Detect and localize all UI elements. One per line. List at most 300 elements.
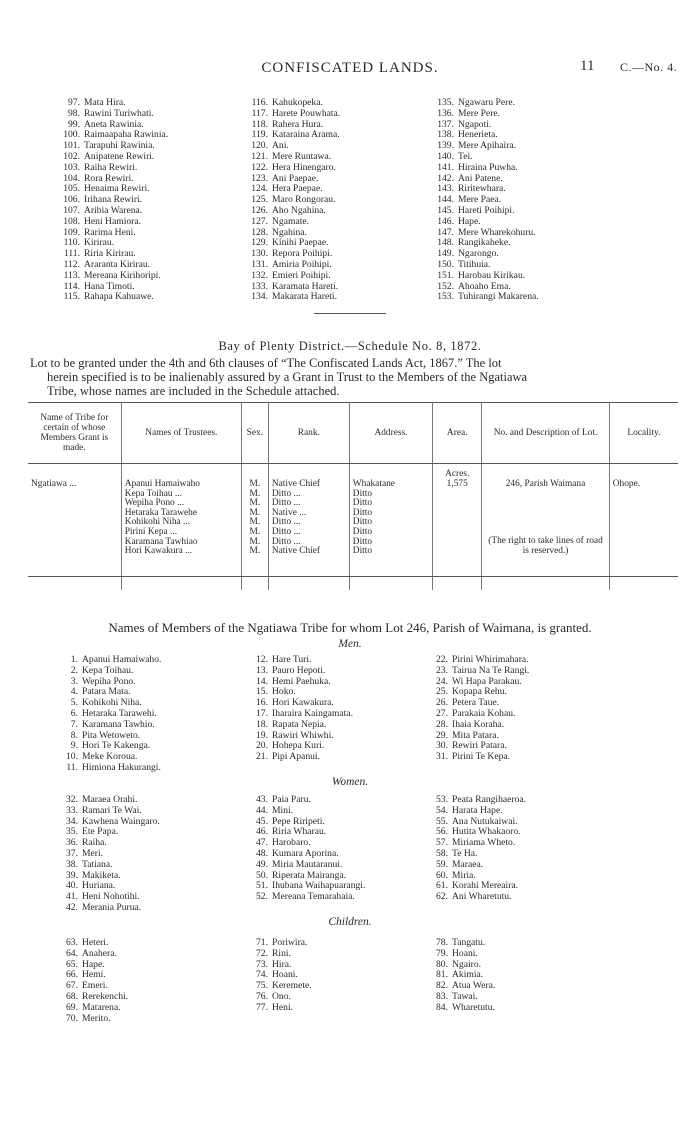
list-item-number: 151.	[437, 269, 454, 281]
table-cell-line: M.	[249, 526, 261, 537]
list-item-name: Paia Paru.	[272, 794, 311, 805]
list-item-number: 55.	[436, 815, 448, 827]
list-item-number: 33.	[66, 804, 78, 816]
list-item-name: Parakaia Kohau.	[452, 707, 516, 719]
list-item-name: Tangatu.	[452, 937, 486, 948]
men-list-col3	[430, 655, 529, 763]
list-item-name: Tei.	[458, 150, 473, 162]
list-item-name: Miria Mautaranui.	[272, 858, 343, 870]
table-cell-line: M.	[249, 498, 261, 509]
schedule-table	[28, 402, 678, 590]
schedule-title: Bay of Plenty District.—Schedule No. 8, 1872.	[218, 339, 482, 353]
list-item-name: Mere Runtawa.	[272, 150, 332, 162]
list-item-name: Ihaia Koraha.	[452, 718, 505, 730]
page-number: 11	[580, 58, 595, 74]
list-item-number: 135.	[437, 97, 454, 108]
table-cell-line: Ditto ...	[271, 536, 301, 547]
list-item-number: 78.	[436, 937, 448, 948]
table-cell-line: M.	[249, 517, 261, 528]
list-item-name: Peata Rangihaeroa.	[452, 794, 527, 805]
names-title: Names of Members of the Ngatiawa Tribe for whom Lot 246, Parish of Waimana, is granted.	[108, 620, 592, 635]
list-item-number: 63.	[66, 937, 78, 948]
list-item-name: Harata Hape.	[452, 804, 503, 816]
children-list-col3	[430, 938, 495, 1014]
list-item-number: 121.	[251, 150, 268, 162]
list-item-number: 132.	[251, 269, 268, 281]
list-item-name: Tairua Na Te Rangi.	[452, 664, 530, 676]
list-item-number: 74.	[256, 969, 268, 981]
list-item-number: 71.	[256, 937, 268, 948]
area-unit: Acres.	[445, 469, 470, 479]
list-item-number: 39.	[66, 869, 78, 881]
list-item-name: Raiha.	[82, 837, 107, 849]
lot-note: (The right to take lines of road is reserved.)	[488, 535, 603, 556]
list-item	[430, 806, 526, 817]
list-item-number: 11.	[66, 761, 78, 773]
table-cell-line: M.	[249, 488, 261, 499]
list-item-number: 61.	[436, 880, 448, 892]
list-item-name: Rahapa Kahuawe.	[84, 291, 154, 303]
col-header-trustees: Names of Trustees.	[121, 403, 241, 464]
list-item-number: 118.	[251, 118, 268, 130]
list-item	[250, 1003, 312, 1014]
list-item-name: Emeri.	[82, 980, 108, 992]
list-item-name: Ngarongo.	[458, 248, 499, 260]
list-item-number: 38.	[66, 858, 78, 870]
lot-text-line: herein specified is to be inalienably assured by a Grant in Trust to the Members of the Ngatiawa	[47, 370, 528, 384]
area-cell	[433, 464, 482, 591]
table-cell-line: Ditto	[352, 498, 373, 509]
list-item-name: Apanui Hamaiwaho.	[82, 654, 162, 665]
list-item-name: Wi Hapa Parakau.	[452, 675, 522, 687]
list-item-number: 40.	[66, 880, 78, 892]
list-item-name: Rerekenchi.	[82, 990, 129, 1002]
list-item-name: Patara Mata.	[82, 686, 131, 698]
list-item-name: Hiraina Puwha.	[458, 161, 518, 173]
list-item-name: Hori Te Kakenga.	[82, 740, 151, 752]
list-item-number: 20.	[256, 740, 268, 752]
list-item-name: Miriama Wheto.	[452, 837, 516, 849]
list-item-name: Mere Wharekohuru.	[458, 226, 536, 238]
list-item-number: 97.	[68, 97, 80, 108]
list-item-name: Hetaraka Tarawehi.	[82, 707, 157, 719]
list-item-number: 29.	[436, 729, 448, 741]
list-item-name: Hemi.	[82, 969, 106, 981]
list-item	[430, 752, 529, 763]
list-item-number: 16.	[256, 697, 268, 709]
col-header-sex: Sex.	[241, 403, 268, 464]
list-item-name: Hoani.	[272, 969, 298, 981]
list-item-number: 103.	[63, 161, 80, 173]
women-list-col3	[430, 795, 526, 903]
list-item-name: Heni Nohotihi.	[82, 891, 140, 903]
list-item-name: Kumara Aporina.	[272, 847, 339, 859]
list-item-number: 98.	[68, 107, 80, 119]
list-item-number: 68.	[66, 990, 78, 1002]
list-item-number: 145.	[437, 204, 454, 216]
list-item-number: 69.	[66, 1001, 78, 1013]
list-item-name: Hemi Paehuka.	[272, 675, 331, 687]
list-item-name: Anahera.	[82, 947, 117, 959]
list-item-number: 140.	[437, 150, 454, 162]
list-item-name: Henerieta.	[458, 129, 498, 141]
list-item	[56, 1014, 128, 1025]
section-divider	[314, 313, 386, 314]
table-cell-line: M.	[249, 536, 261, 547]
table-header-row	[28, 403, 678, 464]
list-item-name: Rewiri Patara.	[452, 740, 507, 752]
table-row	[28, 464, 678, 591]
list-item-name: Rangikaheke.	[458, 237, 511, 249]
top-list-col2	[250, 98, 340, 303]
list-item-name: Hare Turi.	[272, 654, 312, 665]
col-header-address: Address.	[349, 403, 432, 464]
list-item	[56, 1003, 128, 1014]
list-item-number: 128.	[251, 226, 268, 238]
list-item	[56, 806, 160, 817]
table-cell-line: Whakatane	[352, 479, 395, 489]
list-item-number: 150.	[437, 258, 454, 270]
list-item-number: 105.	[63, 183, 80, 195]
list-item-name: Pirini Whirimahara.	[452, 654, 529, 665]
list-item-number: 56.	[436, 826, 448, 838]
list-item-name: Harete Pouwhata.	[272, 107, 341, 119]
list-item-number: 31.	[436, 751, 448, 763]
list-item-number: 112.	[63, 258, 80, 270]
list-item-name: Ono.	[272, 990, 291, 1002]
list-item	[250, 109, 340, 120]
list-item-number: 122.	[251, 161, 268, 173]
list-item-number: 126.	[251, 204, 268, 216]
men-list-col1	[56, 655, 161, 774]
list-item-number: 59.	[436, 858, 448, 870]
list-item-number: 7.	[70, 718, 78, 730]
list-item-name: Rarima Heni.	[84, 226, 136, 238]
list-item-number: 50.	[256, 869, 268, 881]
list-item-name: Te Ha.	[452, 847, 478, 859]
list-item-number: 8.	[70, 729, 78, 741]
list-item-name: Iharaira Kaingamata.	[272, 707, 353, 719]
list-item-number: 5.	[70, 697, 78, 709]
list-item-name: Ana Nutukaiwai.	[452, 815, 518, 827]
list-item-number: 17.	[256, 707, 268, 719]
list-item	[56, 720, 161, 731]
list-item-number: 99.	[68, 118, 80, 130]
list-item-name: Maraea Orahi.	[82, 794, 138, 805]
table-cell-line: Native ...	[271, 507, 307, 518]
list-item-name: Raiha Rewiri.	[84, 161, 138, 173]
children-list-col1	[56, 938, 128, 1024]
list-item-name: Aribia Warena.	[84, 204, 143, 216]
list-item-number: 43.	[256, 794, 268, 805]
list-item-name: Tuhirangi Makarena.	[458, 291, 539, 303]
table-cell-line: Ditto	[352, 526, 373, 537]
trustees-cell	[121, 464, 241, 591]
list-item-name: Hana Timoti.	[84, 280, 135, 292]
list-item-name: Keremete.	[272, 980, 312, 992]
list-item-number: 6.	[70, 707, 78, 719]
list-item-name: Mereana Kirihoripi.	[84, 269, 161, 281]
list-item-name: Kawhena Waingaro.	[82, 815, 160, 827]
list-item-number: 116.	[251, 97, 268, 108]
list-item	[58, 292, 168, 303]
list-item-name: Merania Purua.	[82, 901, 142, 913]
list-item-number: 70.	[66, 1012, 78, 1024]
list-item-number: 53.	[436, 794, 448, 805]
list-item	[58, 109, 168, 120]
top-list-col3	[436, 98, 539, 303]
list-item-name: Pirini Te Kepa.	[452, 751, 511, 763]
list-item-number: 138.	[437, 129, 454, 141]
list-item-name: Kinihi Paepae.	[272, 237, 329, 249]
list-item-name: Repora Poihipi.	[272, 248, 333, 260]
list-item-name: Ngapoti.	[458, 118, 492, 130]
list-item-name: Emieri Poihipi.	[272, 269, 331, 281]
list-item-number: 26.	[436, 697, 448, 709]
list-item-name: Maro Rongorau.	[272, 194, 336, 206]
list-item-name: Hera Paepae.	[272, 183, 323, 195]
list-item-number: 79.	[436, 947, 448, 959]
list-item	[430, 720, 529, 731]
list-item	[56, 903, 160, 914]
list-item-number: 54.	[436, 804, 448, 816]
list-item	[436, 109, 539, 120]
list-item-number: 57.	[436, 837, 448, 849]
list-item-name: Ani Paepae.	[272, 172, 319, 184]
list-item	[250, 892, 365, 903]
list-item-name: Harobaro.	[272, 837, 311, 849]
list-item-number: 143.	[437, 183, 454, 195]
list-item-number: 13.	[256, 664, 268, 676]
list-item	[430, 860, 526, 871]
list-item-number: 137.	[437, 118, 454, 130]
table-cell-line: Native Chief	[271, 546, 321, 557]
list-item-name: Makarata Hareti.	[272, 291, 337, 303]
list-item-number: 114.	[63, 280, 80, 292]
table-cell-line: Kepa Toihau ...	[124, 488, 182, 499]
women-list-col1	[56, 795, 160, 914]
list-item-name: Pepe Riripeti.	[272, 815, 325, 827]
list-item	[58, 271, 168, 282]
paper-reference: C.—No. 4.	[620, 60, 678, 74]
list-item-name: Hutita Whakaoro.	[452, 826, 521, 838]
list-item	[56, 949, 128, 960]
col-header-lot: No. and Description of Lot.	[482, 403, 610, 464]
col-header-locality: Locality.	[609, 403, 678, 464]
list-item-number: 123.	[251, 172, 268, 184]
list-item-name: Ihubana Waihapuarangi.	[272, 880, 366, 892]
list-item-name: Rora Rewiri.	[84, 172, 134, 184]
table-cell-line: Ditto	[352, 507, 373, 518]
list-item-number: 21.	[256, 751, 268, 763]
list-item-name: Wepiha Pono.	[82, 675, 136, 687]
list-item-name: Aneta Rawinia.	[84, 118, 144, 130]
list-item-number: 67.	[66, 980, 78, 992]
list-item	[436, 163, 539, 174]
list-item-number: 148.	[437, 237, 454, 249]
list-item-number: 119.	[251, 129, 268, 141]
list-item-number: 108.	[63, 215, 80, 227]
list-item	[430, 949, 495, 960]
list-item-name: Amiria Poihipi.	[272, 258, 332, 270]
list-item-name: Ani Wharetutu.	[452, 891, 512, 903]
list-item-number: 25.	[436, 686, 448, 698]
list-item-number: 106.	[63, 194, 80, 206]
list-item-number: 133.	[251, 280, 268, 292]
list-item	[56, 763, 161, 774]
table-cell-line: Ditto	[352, 536, 373, 547]
list-item-number: 75.	[256, 980, 268, 992]
col-header-tribe: Name of Tribe for certain of whose Members Grant is made.	[28, 403, 121, 464]
list-item-name: Meke Koroua.	[82, 751, 138, 763]
table-cell-line: Ditto ...	[271, 526, 301, 537]
list-item-number: 15.	[256, 686, 268, 698]
page-running-title: CONFISCATED LANDS.	[261, 60, 439, 76]
list-item-number: 47.	[256, 837, 268, 849]
list-item-name: Ngamate.	[272, 215, 310, 227]
list-item-number: 147.	[437, 226, 454, 238]
col-header-rank: Rank.	[268, 403, 349, 464]
list-item-number: 131.	[251, 258, 268, 270]
list-item-number: 46.	[256, 826, 268, 838]
list-item-name: Irihana Rewiri.	[84, 194, 143, 206]
list-item-number: 113.	[63, 269, 80, 281]
list-item-name: Ngairo.	[452, 958, 482, 970]
list-item-name: Hori Kawakura.	[272, 697, 334, 709]
list-item-name: Ngawaru Pere.	[458, 97, 516, 108]
list-item-number: 152.	[437, 280, 454, 292]
list-item-number: 65.	[66, 958, 78, 970]
list-item-name: Araranta Kirirau.	[84, 258, 151, 270]
list-item-number: 115.	[63, 291, 80, 303]
list-item-number: 22.	[436, 654, 448, 665]
list-item-name: Harobau Kirikau.	[458, 269, 526, 281]
list-item-name: Akimia.	[452, 969, 484, 981]
list-item-name: Himiona Hakurangi.	[82, 761, 161, 773]
list-item-number: 73.	[256, 958, 268, 970]
list-item-number: 60.	[436, 869, 448, 881]
list-item-number: 127.	[251, 215, 268, 227]
list-item-name: Hoko.	[272, 686, 296, 698]
list-item-name: Ani.	[272, 140, 289, 152]
list-item-number: 35.	[66, 826, 78, 838]
list-item-name: Hape.	[82, 958, 105, 970]
list-item-name: Rapata Nepia.	[272, 718, 327, 730]
list-item-name: Heni Hamiora.	[84, 215, 142, 227]
table-cell-line: Hetaraka Tarawehe	[124, 507, 198, 518]
list-item-number: 44.	[256, 804, 268, 816]
list-item-number: 10.	[66, 751, 78, 763]
table-cell-line: Ditto	[352, 546, 373, 557]
list-item	[250, 860, 365, 871]
list-item-name: Riritewhara.	[458, 183, 506, 195]
table-bottom-rule	[28, 576, 678, 577]
list-item-name: Hohepa Kuri.	[272, 740, 325, 752]
list-item-number: 76.	[256, 990, 268, 1002]
table-cell-line: Native Chief	[271, 479, 321, 489]
list-item-name: Karamata Hareti.	[272, 280, 339, 292]
table-cell-line: Ditto ...	[271, 517, 301, 528]
list-item-name: Pita Wetoweto.	[82, 729, 141, 741]
list-item-number: 81.	[436, 969, 448, 981]
list-item-name: Ramari Te Wai.	[82, 804, 142, 816]
list-item	[250, 163, 340, 174]
table-cell-line: Apanui Hamaiwaho	[124, 479, 200, 489]
list-item-name: Kopapa Rehu.	[452, 686, 507, 698]
list-item-number: 64.	[66, 947, 78, 959]
sex-cell	[241, 464, 268, 591]
list-item-name: Ahoaho Ema.	[458, 280, 511, 292]
list-item-number: 77.	[256, 1001, 268, 1013]
list-item-name: Rawini Turiwhati.	[84, 107, 154, 119]
list-item-number: 51.	[256, 880, 268, 892]
table-cell-line: M.	[249, 507, 261, 518]
list-item-number: 72.	[256, 947, 268, 959]
list-item-number: 66.	[66, 969, 78, 981]
list-item-number: 37.	[66, 847, 78, 859]
list-item	[250, 720, 353, 731]
list-item-number: 153.	[437, 291, 454, 303]
list-item-number: 41.	[66, 891, 78, 903]
list-item-number: 28.	[436, 718, 448, 730]
list-item-number: 102.	[63, 150, 80, 162]
list-item-number: 27.	[436, 707, 448, 719]
list-item-name: Wharetutu.	[452, 1001, 495, 1013]
lot-number: 246, Parish Waimana	[505, 479, 586, 489]
list-item-number: 34.	[66, 815, 78, 827]
list-item-name: Rahera Hura.	[272, 118, 324, 130]
list-item-number: 9.	[70, 740, 78, 752]
list-item-name: Aho Ngahina.	[272, 204, 326, 216]
table-cell-line: Hori Kawakura ...	[124, 546, 193, 557]
list-item-name: Rini.	[272, 947, 291, 959]
list-item-name: Heteri.	[82, 937, 109, 948]
lot-text-line: Lot to be granted under the 4th and 6th clauses of “The Confiscated Lands Act, 1867.” The lot	[30, 356, 502, 370]
list-item-number: 141.	[437, 161, 454, 173]
list-item-name: Maraea.	[452, 858, 484, 870]
list-item	[56, 666, 161, 677]
list-item-name: Kahukopeka.	[272, 97, 323, 108]
table-cell-line: Wepiha Pono ...	[124, 498, 185, 509]
list-item-name: Korahi Mereaira.	[452, 880, 519, 892]
list-item-number: 124.	[251, 183, 268, 195]
list-item	[56, 860, 160, 871]
list-item-name: Mata Hira.	[84, 97, 126, 108]
list-item-name: Pauro Hepoti.	[272, 664, 326, 676]
list-item-name: Ani Patene.	[458, 172, 503, 184]
list-item	[436, 217, 539, 228]
list-item-name: Kataraina Arama.	[272, 129, 340, 141]
list-item-name: Petera Taue.	[452, 697, 500, 709]
list-item-name: Matarena.	[82, 1001, 121, 1013]
list-item-number: 125.	[251, 194, 268, 206]
list-item-name: Atua Wera.	[452, 980, 496, 992]
list-item-number: 24.	[436, 675, 448, 687]
top-list-col1	[58, 98, 168, 303]
list-item-number: 45.	[256, 815, 268, 827]
list-item-name: Raimaapaha Rawinia.	[84, 129, 169, 141]
list-item-name: Mere Paea.	[458, 194, 502, 206]
list-item-number: 83.	[436, 990, 448, 1002]
list-item-number: 48.	[256, 847, 268, 859]
list-item-name: Kepa Toihau.	[82, 664, 134, 676]
list-item	[430, 1003, 495, 1014]
list-item-number: 107.	[63, 204, 80, 216]
list-item-name: Tawai.	[452, 990, 478, 1002]
list-item-name: Poriwira.	[272, 937, 308, 948]
list-item-number: 4.	[70, 686, 78, 698]
address-cell	[349, 464, 432, 591]
